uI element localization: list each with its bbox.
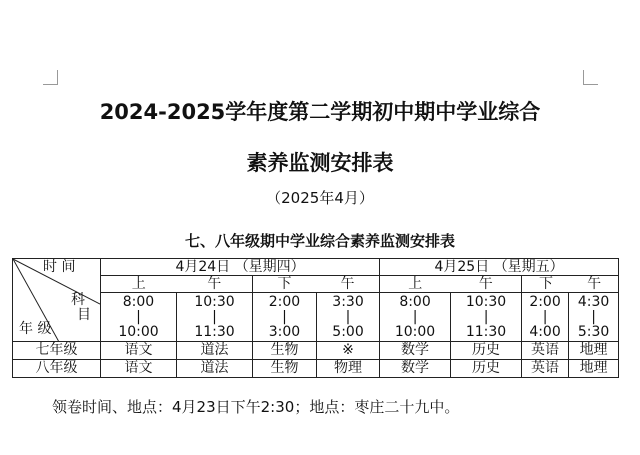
table-row xyxy=(13,342,619,360)
subject-cell: 地理 xyxy=(569,342,619,360)
time-label: 时 间 xyxy=(43,259,76,275)
subject-cell: 生物 xyxy=(253,360,317,378)
grade-label: 年 级 xyxy=(19,321,52,337)
day1-pm-header: 下 午 xyxy=(253,276,380,293)
subject-cell: 语文 xyxy=(101,360,177,378)
subject-cell: 英语 xyxy=(522,360,569,378)
day2-am-header: 上 午 xyxy=(380,276,522,293)
day2-pm-header: 下 午 xyxy=(522,276,619,293)
document-title-line-1: 2024-2025学年度第二学期初中期中学业综合 xyxy=(99,100,541,124)
subject-cell: 语文 xyxy=(101,342,177,360)
time-slot: 8:00 | 10:00 xyxy=(101,293,177,342)
subject-cell: 英语 xyxy=(522,342,569,360)
subject-cell: ※ xyxy=(317,342,380,360)
page-corner-mark-right xyxy=(583,70,598,85)
subject-cell: 地理 xyxy=(569,360,619,378)
time-slot: 2:00 | 3:00 xyxy=(253,293,317,342)
schedule-table xyxy=(12,258,619,378)
subject-cell: 数学 xyxy=(380,360,451,378)
table-row xyxy=(13,360,619,378)
subject-label-2: 目 xyxy=(77,307,91,323)
time-slot: 3:30 | 5:00 xyxy=(317,293,380,342)
table-subtitle: 七、八年级期中学业综合素养监测安排表 xyxy=(184,232,455,250)
subject-cell: 道法 xyxy=(177,342,253,360)
subject-cell: 历史 xyxy=(451,342,522,360)
page-corner-mark-left xyxy=(43,70,58,85)
document-date: （2025年4月） xyxy=(266,189,374,207)
day1-am-header: 上 午 xyxy=(101,276,253,293)
footer-note: 领卷时间、地点：4月23日下午2:30；地点：枣庄二十九中。 xyxy=(52,398,460,416)
subject-label-1: 科 xyxy=(71,292,85,308)
day2-header: 4月25日 （星期五） xyxy=(380,259,619,276)
subject-cell: 物理 xyxy=(317,360,380,378)
time-slot: 4:30 | 5:30 xyxy=(569,293,619,342)
subject-cell: 历史 xyxy=(451,360,522,378)
grade-cell: 七年级 xyxy=(13,342,101,360)
time-slot: 10:30 | 11:30 xyxy=(451,293,522,342)
time-slot: 2:00 | 4:00 xyxy=(522,293,569,342)
day1-header: 4月24日 （星期四） xyxy=(101,259,380,276)
document-title-line-2: 素养监测安排表 xyxy=(246,151,394,175)
diagonal-header-cell xyxy=(13,259,101,342)
subject-cell: 生物 xyxy=(253,342,317,360)
time-slot: 10:30 | 11:30 xyxy=(177,293,253,342)
subject-cell: 数学 xyxy=(380,342,451,360)
time-slot: 8:00 | 10:00 xyxy=(380,293,451,342)
grade-cell: 八年级 xyxy=(13,360,101,378)
subject-cell: 道法 xyxy=(177,360,253,378)
